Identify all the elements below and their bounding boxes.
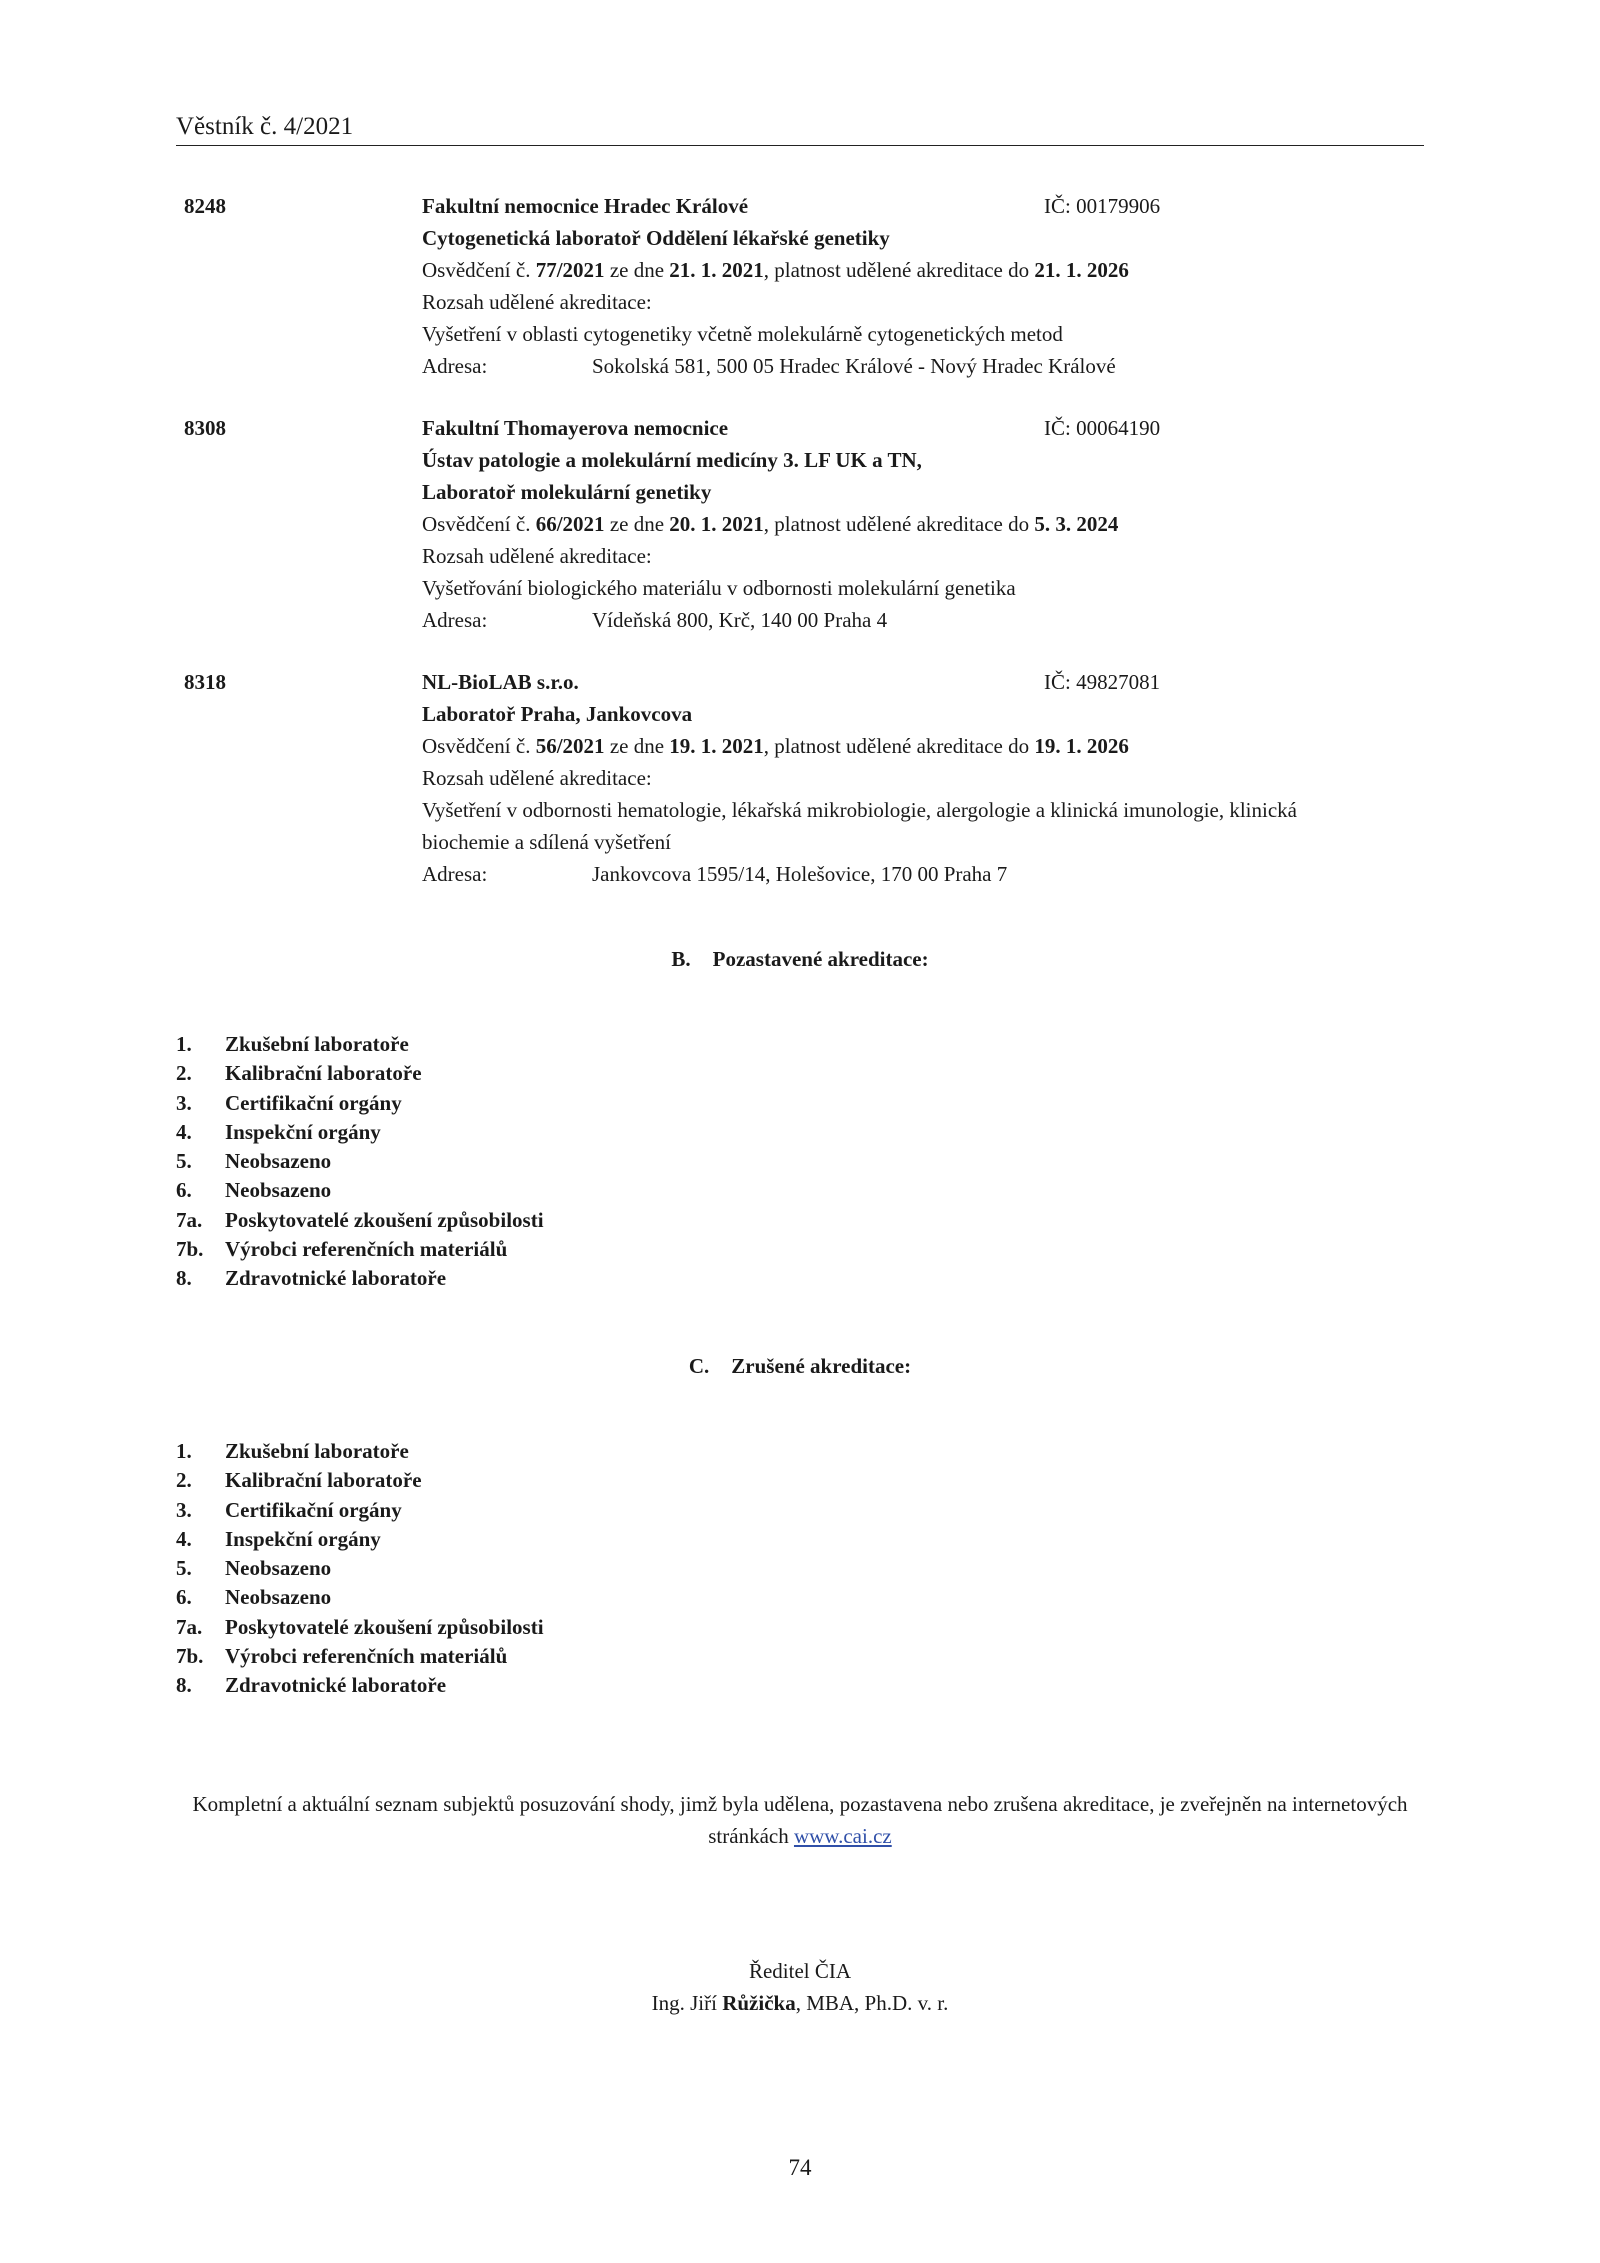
list-item: 7a. Poskytovatelé zkoušení způsobilosti [176, 1614, 544, 1639]
entry-name: Fakultní Thomayerova nemocnice [422, 416, 729, 440]
section-b-title: B. Pozastavené akreditace: [671, 947, 929, 971]
list-item: 8. Zdravotnické laboratoře [176, 1266, 447, 1291]
list-item: 1. Zkušební laboratoře [176, 1032, 409, 1056]
entry-scope-label: Rozsah udělené akreditace: [422, 544, 652, 568]
entry-ic: IČ: 00179906 [1044, 194, 1161, 218]
entry-ic: IČ: 49827081 [1044, 670, 1161, 694]
entry-number: 8318 [184, 670, 226, 694]
section-b-list [176, 1030, 544, 1294]
list-item: 7a. Poskytovatelé zkoušení způsobilosti [176, 1207, 544, 1232]
page-number: 74 [788, 2155, 812, 2180]
footer-text: Kompletní a aktuální seznam subjektů posuzování shody, jimž byla udělena, pozastavena nebo zrušena akreditace, je zveřejněn na internetových stránkách [192, 1792, 1408, 1848]
header-rule [176, 145, 1424, 146]
signature-name: Ing. Jiří Růžička, MBA, Ph.D. v. r. [651, 1991, 949, 2015]
entry-certificate: Osvědčení č. 77/2021 ze dne 21. 1. 2021, platnost udělené akreditace do 21. 1. 2026 [422, 258, 1129, 282]
entry-address: Adresa: Sokolská 581, 500 05 Hradec Králové - Nový Hradec Králové [422, 354, 1116, 378]
section-c-list [176, 1437, 544, 1701]
entry-department: Laboratoř Praha, Jankovcova [422, 702, 693, 726]
entry-ic: IČ: 00064190 [1044, 416, 1161, 440]
entry-certificate: Osvědčení č. 56/2021 ze dne 19. 1. 2021, platnost udělené akreditace do 19. 1. 2026 [422, 734, 1129, 758]
entry-body [422, 412, 1422, 636]
entry-body [422, 190, 1422, 382]
entry-address: Adresa: Jankovcova 1595/14, Holešovice, 170 00 Praha 7 [422, 862, 1008, 886]
entry-certificate: Osvědčení č. 66/2021 ze dne 20. 1. 2021, platnost udělené akreditace do 5. 3. 2024 [422, 512, 1119, 536]
entry-department: Ústav patologie a molekulární medicíny 3. LF UK a TN, [422, 448, 922, 472]
list-item: 4. Inspekční orgány [176, 1119, 381, 1144]
signature-role: Ředitel ČIA [748, 1959, 852, 1983]
entry-department: Cytogenetická laboratoř Oddělení lékařské genetiky [422, 226, 890, 250]
entry-scope: Vyšetření v odbornosti hematologie, lékařská mikrobiologie, alergologie a klinická imunologie, klinická biochemie a sdílená vyšetření [422, 798, 1297, 854]
list-item: 4. Inspekční orgány [176, 1526, 381, 1551]
list-item: 3. Certifikační orgány [176, 1497, 402, 1522]
cai-website-link[interactable]: www.cai.cz [793, 1824, 892, 1848]
list-item: 5. Neobsazeno [176, 1556, 332, 1581]
list-item: 6. Neobsazeno [176, 1585, 332, 1610]
list-item: 2. Kalibrační laboratoře [176, 1468, 422, 1493]
entry-body [422, 666, 1422, 890]
section-c-title: C. Zrušené akreditace: [688, 1354, 912, 1378]
entry-scope-label: Rozsah udělené akreditace: [422, 290, 652, 314]
entry-number: 8308 [184, 416, 226, 440]
entry-department-sub: Laboratoř molekulární genetiky [422, 480, 712, 504]
list-item: 1. Zkušební laboratoře [176, 1439, 409, 1463]
list-item: 7b. Výrobci referenčních materiálů [176, 1237, 508, 1262]
footer-note [150, 1788, 1450, 1852]
list-item: 3. Certifikační orgány [176, 1090, 402, 1115]
entry-number: 8248 [184, 194, 226, 218]
entry-scope: Vyšetření v oblasti cytogenetiky včetně molekulárně cytogenetických metod [422, 322, 1063, 346]
entry-scope: Vyšetřování biologického materiálu v odbornosti molekulární genetika [422, 576, 1016, 600]
list-item: 8. Zdravotnické laboratoře [176, 1673, 447, 1698]
list-item: 2. Kalibrační laboratoře [176, 1061, 422, 1086]
entry-name: NL-BioLAB s.r.o. [422, 670, 579, 694]
entry-address: Adresa: Vídeňská 800, Krč, 140 00 Praha 4 [422, 608, 888, 632]
list-item: 6. Neobsazeno [176, 1178, 332, 1203]
entry-scope-label: Rozsah udělené akreditace: [422, 766, 652, 790]
list-item: 7b. Výrobci referenčních materiálů [176, 1644, 508, 1669]
entry-name: Fakultní nemocnice Hradec Králové [422, 194, 749, 218]
page-header-title: Věstník č. 4/2021 [176, 113, 354, 140]
list-item: 5. Neobsazeno [176, 1149, 332, 1174]
